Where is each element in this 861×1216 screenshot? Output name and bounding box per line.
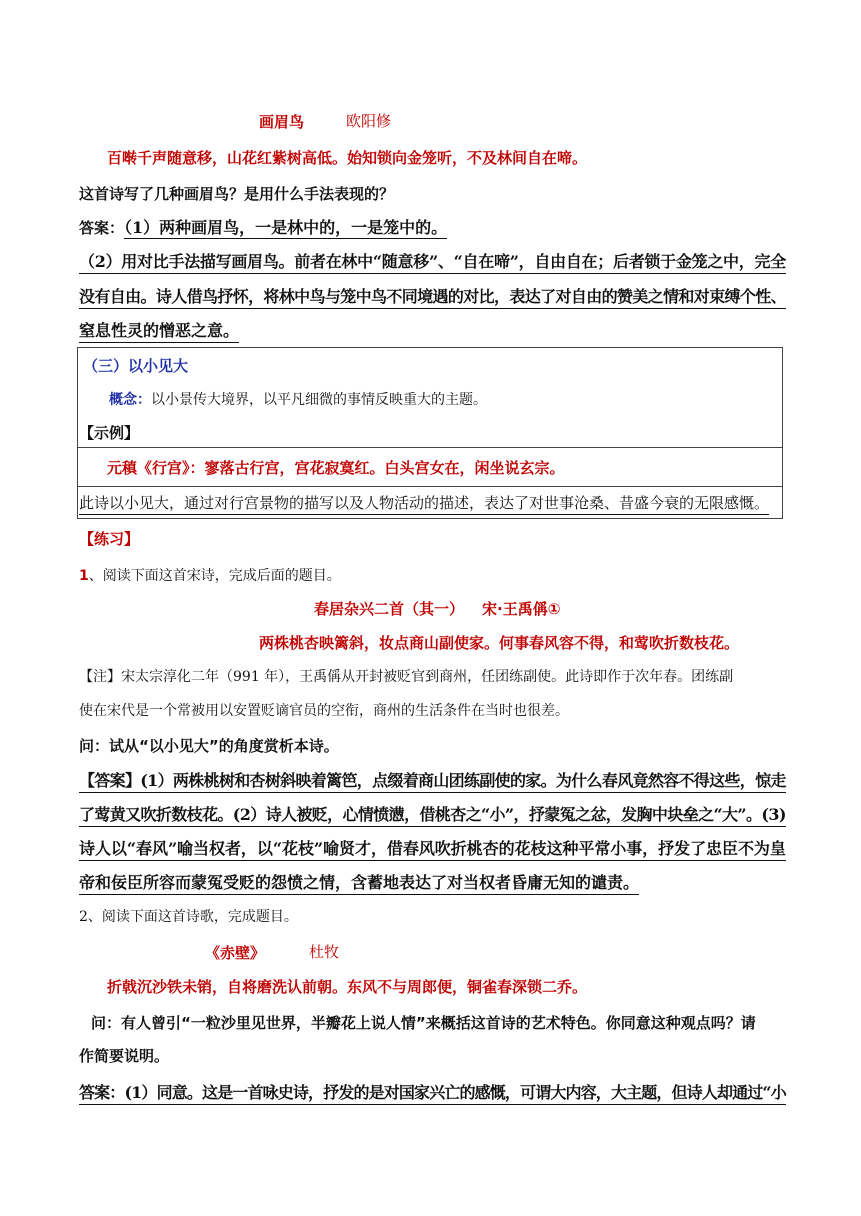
answer-line: 窒息性灵的憎恶之意。 — [79, 318, 239, 343]
poem1-title: 画眉鸟 — [259, 113, 305, 131]
q1-note-line: 使在宋代是一个常被用以安置贬谪官员的空衔，商州的生活条件在当时也很差。 — [79, 703, 569, 719]
q2-question-line: 问：有人曾引“一粒沙里见世界，半瓣花上说人情”来概括这首诗的艺术特色。你同意这种观点吗？请 — [91, 1014, 756, 1032]
q2-poem: 折戟沉沙铁未销，自将磨洗认前朝。东风不与周郎便，铜雀春深锁二乔。 — [107, 978, 588, 996]
q2-answer-line: 答案：(1）同意。这是一首咏史诗，抒发的是对国家兴亡的感慨，可谓大内容，大主题，但诗人却通过“小 — [79, 1080, 786, 1105]
practice-label: 【练习】 — [79, 530, 140, 548]
poem1-author: 欧阳修 — [346, 112, 392, 130]
q1-number: 1 — [79, 568, 89, 584]
q1-note-line: 【注】宋太宗淳化二年（991 年），王禹偁从开封被贬官到商州，任团练副使。此诗即作于次年春。团练副 — [79, 669, 734, 685]
q2-title: 《赤壁》 — [205, 944, 266, 962]
poem1-question: 这首诗写了几种画眉鸟？是用什么手法表现的？ — [79, 185, 395, 203]
q1-answer-line: 帝和佞臣所容而蒙冤受贬的怨愤之情，含蓄地表达了对当权者昏庸无知的谴责。 — [79, 870, 639, 895]
q2-question-line: 作简要说明。 — [79, 1047, 170, 1065]
q2-intro: 2、阅读下面这首诗歌，完成题目。 — [79, 909, 298, 925]
answer-line: （1）两种画眉鸟，一是林中的，一是笼中的。 — [124, 218, 448, 237]
q1-title: 春居杂兴二首（其一） — [314, 600, 465, 618]
q1-author: 宋·王禹偁① — [482, 600, 561, 618]
answer-line: 没有自由。诗人借鸟抒怀，将林中鸟与笼中鸟不同境遇的对比，表达了对自由的赞美之情和对束缚个性、 — [79, 284, 786, 309]
q1-question: 问：试从“以小见大”的角度赏析本诗。 — [79, 737, 339, 755]
poem1-answer-row1 — [79, 215, 447, 238]
poem1-text: 百啭千声随意移，山花红紫树高低。始知锁向金笼听，不及林间自在啼。 — [107, 149, 588, 167]
q1-intro: 、阅读下面这首宋诗，完成后面的题目。 — [88, 568, 341, 584]
q1-intro-row — [79, 565, 341, 585]
concept-label: 概念： — [109, 392, 151, 408]
answer-line: （2）用对比手法描写画眉鸟。前者在林中“随意移”、“自在啼”，自由自在；后者锁于金笼之中，完全 — [79, 249, 786, 274]
q2-author: 杜牧 — [309, 943, 340, 961]
answer-label: 答案： — [79, 219, 125, 237]
example-label: 【示例】 — [79, 424, 140, 442]
concept-row — [109, 389, 487, 409]
q1-answer-line: 了莺黄又吹折数枝花。(2）诗人被贬，心情愤懑，借桃杏之“小”，抒蒙冤之忿，发胸中块垒之“大”。(3) — [79, 802, 786, 827]
q1-answer-line: 【答案】(1）两株桃树和杏树斜映着篱笆，点缀着商山团练副使的家。为什么春风竟然容不得这些，惊走 — [79, 768, 786, 793]
section3-heading: （三）以小见大 — [83, 357, 189, 375]
concept-text: 以小景传大境界，以平凡细微的事情反映重大的主题。 — [151, 392, 487, 408]
q1-answer-line: 诗人以“春风”喻当权者，以“花枝”喻贤才，借春风吹折桃杏的花枝这种平常小事，抒发了忠臣不为皇 — [79, 836, 786, 861]
example-analysis: 此诗以小见大，通过对行宫景物的描写以及人物活动的描述，表达了对世事沧桑、昔盛今衰的无限感慨。 — [79, 492, 769, 515]
example-poem: 元稹《行宫》：寥落古行宫，宫花寂寞红。白头宫女在，闲坐说玄宗。 — [107, 459, 565, 477]
q1-poem: 两株桃杏映篱斜，妆点商山副使家。何事春风容不得，和莺吹折数枝花。 — [259, 634, 740, 652]
